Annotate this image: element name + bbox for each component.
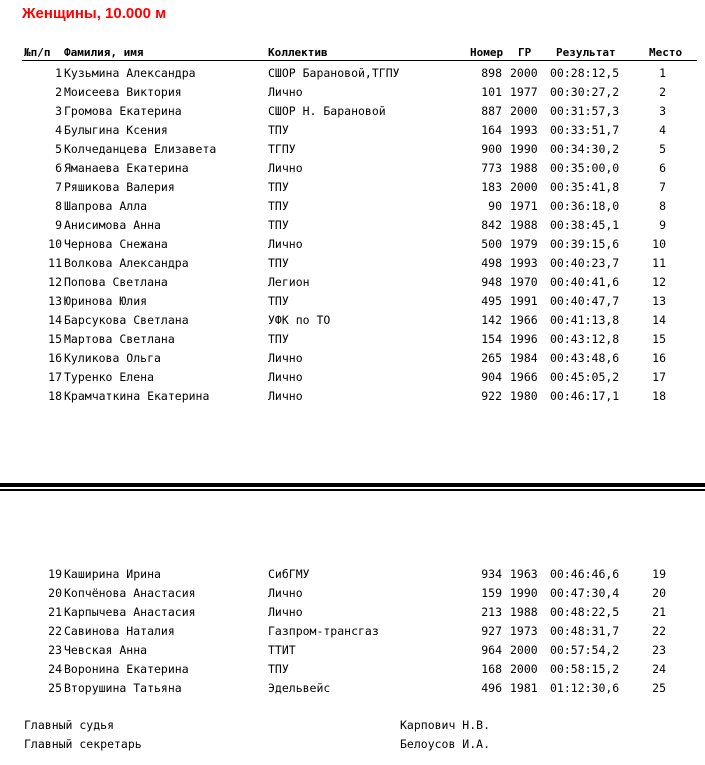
cell-result: 00:35:00,0	[550, 161, 620, 175]
cell-num: 11	[48, 256, 62, 270]
cell-result: 00:34:30,2	[550, 142, 620, 156]
table-row	[0, 121, 705, 140]
cell-result: 00:48:31,7	[550, 624, 620, 638]
cell-bib: 773	[481, 161, 502, 175]
cell-place: 19	[652, 567, 666, 581]
cell-result: 00:38:45,1	[550, 218, 620, 232]
table-row	[0, 64, 705, 83]
table-row	[0, 292, 705, 311]
cell-place: 12	[652, 275, 666, 289]
cell-result: 00:58:15,2	[550, 662, 620, 676]
cell-year: 1963	[510, 567, 538, 581]
cell-bib: 898	[481, 66, 502, 80]
cell-bib: 927	[481, 624, 502, 638]
cell-team: ТГПУ	[268, 142, 296, 156]
cell-team: Лично	[268, 237, 303, 251]
cell-bib: 498	[481, 256, 502, 270]
cell-name: Колчеданцева Елизавета	[64, 142, 217, 156]
cell-place: 11	[652, 256, 666, 270]
results-list-page2	[0, 565, 705, 698]
table-row	[0, 216, 705, 235]
chief-secretary-label: Главный секретарь	[24, 737, 142, 751]
cell-place: 13	[652, 294, 666, 308]
cell-bib: 842	[481, 218, 502, 232]
cell-team: Лично	[268, 389, 303, 403]
cell-year: 1988	[510, 605, 538, 619]
cell-team: ТТИТ	[268, 643, 296, 657]
cell-result: 00:43:12,8	[550, 332, 620, 346]
cell-result: 00:45:05,2	[550, 370, 620, 384]
cell-year: 1971	[510, 199, 538, 213]
cell-bib: 164	[481, 123, 502, 137]
cell-num: 13	[48, 294, 62, 308]
page-title: Женщины, 10.000 м	[22, 5, 167, 22]
cell-name: Яманаева Екатерина	[64, 161, 189, 175]
cell-team: СШОР Н. Барановой	[268, 104, 386, 118]
cell-team: Газпром-трансгаз	[268, 624, 379, 638]
cell-bib: 142	[481, 313, 502, 327]
footer-chief-secretary	[0, 735, 705, 754]
cell-name: Чернова Снежана	[64, 237, 168, 251]
cell-place: 7	[659, 180, 666, 194]
table-row	[0, 178, 705, 197]
cell-team: УФК по ТО	[268, 313, 331, 327]
table-row	[0, 641, 705, 660]
table-row	[0, 197, 705, 216]
cell-year: 1966	[510, 313, 538, 327]
cell-team: Лично	[268, 161, 303, 175]
cell-name: Моисеева Виктория	[64, 85, 182, 99]
cell-team: ТПУ	[268, 123, 289, 137]
cell-team: ТПУ	[268, 662, 289, 676]
cell-place: 23	[652, 643, 666, 657]
cell-name: Савинова Наталия	[64, 624, 175, 638]
cell-team: Лично	[268, 586, 303, 600]
cell-year: 1996	[510, 332, 538, 346]
cell-num: 25	[48, 681, 62, 695]
cell-result: 01:12:30,6	[550, 681, 620, 695]
cell-num: 21	[48, 605, 62, 619]
cell-place: 6	[659, 161, 666, 175]
cell-place: 18	[652, 389, 666, 403]
cell-name: Шапрова Алла	[64, 199, 148, 213]
cell-result: 00:48:22,5	[550, 605, 620, 619]
separator-thick-line	[0, 483, 705, 487]
cell-place: 24	[652, 662, 666, 676]
cell-num: 20	[48, 586, 62, 600]
cell-year: 1979	[510, 237, 538, 251]
cell-place: 16	[652, 351, 666, 365]
cell-place: 14	[652, 313, 666, 327]
table-row	[0, 311, 705, 330]
table-row	[0, 254, 705, 273]
cell-name: Куликова Ольга	[64, 351, 161, 365]
cell-result: 00:31:57,3	[550, 104, 620, 118]
cell-year: 2000	[510, 104, 538, 118]
cell-name: Анисимова Анна	[64, 218, 161, 232]
table-row	[0, 140, 705, 159]
table-row	[0, 584, 705, 603]
table-row	[0, 679, 705, 698]
cell-year: 1988	[510, 161, 538, 175]
cell-place: 4	[659, 123, 666, 137]
cell-year: 1984	[510, 351, 538, 365]
cell-bib: 495	[481, 294, 502, 308]
table-row	[0, 368, 705, 387]
header-num: №п/п	[24, 46, 51, 59]
cell-num: 4	[55, 123, 62, 137]
chief-judge-name: Карпович Н.В.	[400, 718, 491, 732]
cell-team: ТПУ	[268, 199, 289, 213]
cell-year: 1990	[510, 586, 538, 600]
cell-place: 20	[652, 586, 666, 600]
cell-team: Легион	[268, 275, 310, 289]
cell-num: 1	[55, 66, 62, 80]
cell-bib: 904	[481, 370, 502, 384]
cell-place: 22	[652, 624, 666, 638]
cell-num: 5	[55, 142, 62, 156]
cell-bib: 168	[481, 662, 502, 676]
cell-result: 00:33:51,7	[550, 123, 620, 137]
cell-num: 14	[48, 313, 62, 327]
cell-bib: 964	[481, 643, 502, 657]
cell-bib: 887	[481, 104, 502, 118]
cell-bib: 90	[488, 199, 502, 213]
cell-name: Чевская Анна	[64, 643, 148, 657]
cell-result: 00:40:47,7	[550, 294, 620, 308]
cell-place: 5	[659, 142, 666, 156]
cell-result: 00:46:46,6	[550, 567, 620, 581]
cell-year: 1973	[510, 624, 538, 638]
cell-team: ТПУ	[268, 180, 289, 194]
cell-team: СибГМУ	[268, 567, 310, 581]
cell-year: 1981	[510, 681, 538, 695]
chief-judge-label: Главный судья	[24, 718, 115, 732]
separator-thin-line	[0, 489, 705, 491]
footer-chief-judge	[0, 716, 705, 735]
cell-year: 2000	[510, 180, 538, 194]
table-row	[0, 660, 705, 679]
cell-team: Эдельвейс	[268, 681, 331, 695]
table-row	[0, 349, 705, 368]
cell-team: Лично	[268, 370, 303, 384]
cell-name: Барсукова Светлана	[64, 313, 189, 327]
cell-result: 00:41:13,8	[550, 313, 620, 327]
cell-year: 1993	[510, 256, 538, 270]
cell-team: ТПУ	[268, 256, 289, 270]
cell-name: Копчёнова Анастасия	[64, 586, 196, 600]
cell-name: Туренко Елена	[64, 370, 155, 384]
table-row	[0, 83, 705, 102]
cell-team: ТПУ	[268, 294, 289, 308]
chief-secretary-name: Белоусов И.А.	[400, 737, 491, 751]
cell-num: 10	[48, 237, 62, 251]
cell-team: СШОР Барановой,ТГПУ	[268, 66, 400, 80]
cell-bib: 496	[481, 681, 502, 695]
cell-name: Громова Екатерина	[64, 104, 182, 118]
cell-year: 1990	[510, 142, 538, 156]
cell-year: 1993	[510, 123, 538, 137]
table-row	[0, 273, 705, 292]
table-row	[0, 387, 705, 406]
cell-bib: 183	[481, 180, 502, 194]
cell-place: 21	[652, 605, 666, 619]
cell-bib: 101	[481, 85, 502, 99]
table-header	[22, 46, 697, 61]
table-row	[0, 102, 705, 121]
cell-year: 2000	[510, 643, 538, 657]
cell-name: Мартова Светлана	[64, 332, 175, 346]
cell-num: 17	[48, 370, 62, 384]
cell-place: 10	[652, 237, 666, 251]
cell-year: 2000	[510, 662, 538, 676]
cell-place: 8	[659, 199, 666, 213]
table-row	[0, 603, 705, 622]
cell-team: ТПУ	[268, 218, 289, 232]
cell-bib: 265	[481, 351, 502, 365]
cell-year: 1970	[510, 275, 538, 289]
cell-bib: 948	[481, 275, 502, 289]
cell-result: 00:35:41,8	[550, 180, 620, 194]
cell-num: 18	[48, 389, 62, 403]
cell-num: 22	[48, 624, 62, 638]
table-row	[0, 330, 705, 349]
cell-name: Волкова Александра	[64, 256, 189, 270]
cell-team: Лично	[268, 605, 303, 619]
cell-bib: 500	[481, 237, 502, 251]
cell-bib: 922	[481, 389, 502, 403]
cell-result: 00:47:30,4	[550, 586, 620, 600]
cell-year: 2000	[510, 66, 538, 80]
cell-name: Вторушина Татьяна	[64, 681, 182, 695]
cell-year: 1988	[510, 218, 538, 232]
cell-year: 1966	[510, 370, 538, 384]
cell-result: 00:43:48,6	[550, 351, 620, 365]
cell-result: 00:40:41,6	[550, 275, 620, 289]
cell-result: 00:40:23,7	[550, 256, 620, 270]
cell-name: Ряшикова Валерия	[64, 180, 175, 194]
table-row	[0, 235, 705, 254]
cell-team: Лично	[268, 85, 303, 99]
header-name: Фамилия, имя	[64, 46, 144, 59]
cell-place: 3	[659, 104, 666, 118]
cell-place: 17	[652, 370, 666, 384]
cell-team: Лично	[268, 351, 303, 365]
results-list-page1	[0, 64, 705, 406]
cell-name: Каширина Ирина	[64, 567, 161, 581]
cell-place: 15	[652, 332, 666, 346]
cell-result: 00:39:15,6	[550, 237, 620, 251]
header-result: Результат	[556, 46, 616, 59]
cell-place: 2	[659, 85, 666, 99]
table-row	[0, 159, 705, 178]
cell-result: 00:28:12,5	[550, 66, 620, 80]
table-row	[0, 622, 705, 641]
cell-num: 19	[48, 567, 62, 581]
cell-name: Булыгина Ксения	[64, 123, 168, 137]
cell-name: Воронина Екатерина	[64, 662, 189, 676]
cell-num: 24	[48, 662, 62, 676]
cell-name: Кузьмина Александра	[64, 66, 196, 80]
table-row	[0, 565, 705, 584]
cell-num: 12	[48, 275, 62, 289]
cell-year: 1980	[510, 389, 538, 403]
cell-result: 00:57:54,2	[550, 643, 620, 657]
cell-num: 3	[55, 104, 62, 118]
cell-bib: 154	[481, 332, 502, 346]
cell-place: 25	[652, 681, 666, 695]
header-team: Коллектив	[268, 46, 328, 59]
cell-num: 2	[55, 85, 62, 99]
cell-name: Крамчаткина Екатерина	[64, 389, 210, 403]
cell-name: Юринова Юлия	[64, 294, 148, 308]
cell-num: 23	[48, 643, 62, 657]
cell-name: Попова Светлана	[64, 275, 168, 289]
cell-result: 00:30:27,2	[550, 85, 620, 99]
cell-name: Карпычева Анастасия	[64, 605, 196, 619]
page-separator	[0, 483, 705, 492]
cell-year: 1977	[510, 85, 538, 99]
cell-team: ТПУ	[268, 332, 289, 346]
cell-bib: 934	[481, 567, 502, 581]
cell-year: 1991	[510, 294, 538, 308]
cell-result: 00:46:17,1	[550, 389, 620, 403]
cell-num: 7	[55, 180, 62, 194]
cell-num: 8	[55, 199, 62, 213]
header-year: ГР	[518, 46, 532, 59]
cell-bib: 213	[481, 605, 502, 619]
cell-place: 9	[659, 218, 666, 232]
cell-place: 1	[659, 66, 666, 80]
cell-bib: 900	[481, 142, 502, 156]
header-place: Место	[649, 46, 683, 59]
cell-num: 15	[48, 332, 62, 346]
header-bib: Номер	[470, 46, 504, 59]
cell-num: 16	[48, 351, 62, 365]
cell-num: 6	[55, 161, 62, 175]
cell-num: 9	[55, 218, 62, 232]
cell-bib: 159	[481, 586, 502, 600]
cell-result: 00:36:18,0	[550, 199, 620, 213]
